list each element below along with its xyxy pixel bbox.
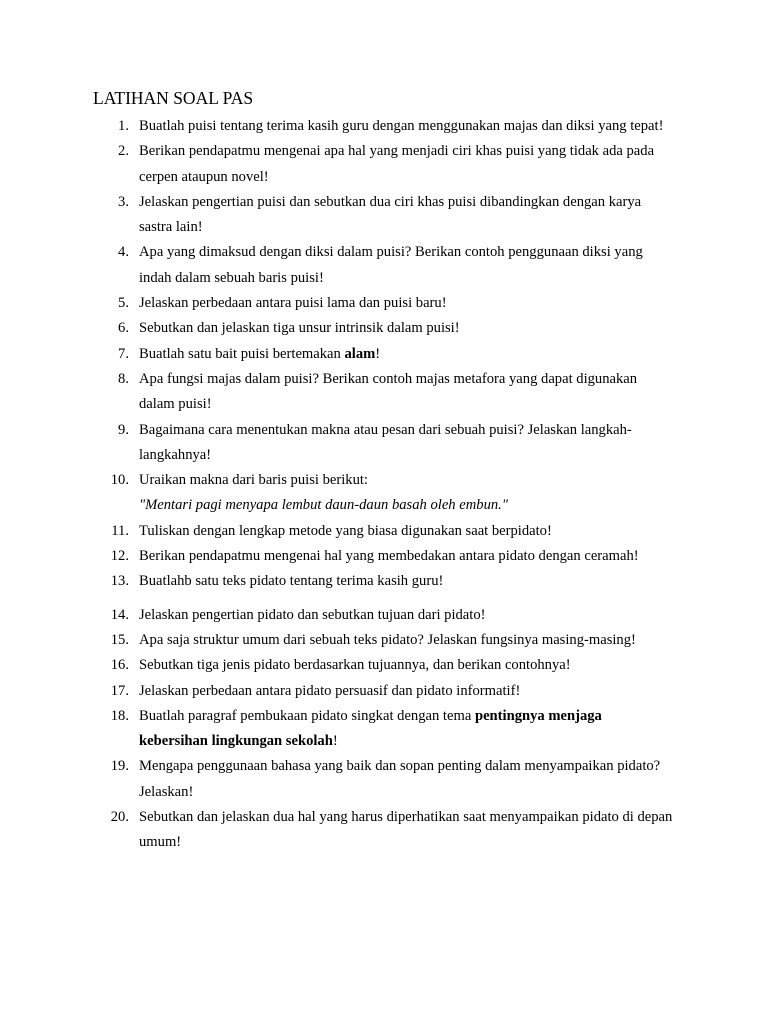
question-text-main: Apa saja struktur umum dari sebuah teks pidato? Jelaskan fungsinya masing-masing!	[139, 631, 636, 648]
question-number: 18.	[110, 707, 129, 724]
question-number: 3.	[118, 193, 129, 210]
question-item	[0, 519, 768, 544]
question-item	[0, 628, 768, 653]
question-number: 7.	[118, 345, 129, 362]
question-text-main: Buatlah paragraf pembukaan pidato singkat dengan tema	[139, 707, 475, 724]
question-item	[0, 114, 768, 139]
question-item	[0, 569, 768, 594]
question-text	[139, 653, 674, 678]
question-text-main: Berikan pendapatmu mengenai hal yang membedakan antara pidato dengan ceramah!	[139, 548, 639, 565]
question-number: 17.	[110, 682, 129, 699]
question-text	[139, 704, 674, 755]
question-number: 4.	[118, 244, 129, 261]
question-text	[139, 544, 674, 569]
question-text-main: Sebutkan tiga jenis pidato berdasarkan tujuannya, dan berikan contohnya!	[139, 657, 571, 674]
question-number: 12.	[110, 548, 129, 565]
question-text	[139, 468, 674, 519]
question-text-main: Buatlah satu bait puisi bertemakan	[139, 345, 345, 362]
question-item	[0, 754, 768, 805]
question-text-main: Uraikan makna dari baris puisi berikut:	[139, 472, 368, 489]
question-emphasis: alam	[344, 345, 376, 362]
question-text	[139, 139, 674, 190]
question-item	[0, 316, 768, 341]
question-text	[139, 805, 674, 856]
question-item	[0, 704, 768, 755]
question-text-main: Berikan pendapatmu mengenai apa hal yang menjadi ciri khas puisi yang tidak ada pada cerpen ataupun novel!	[139, 143, 655, 185]
question-list	[0, 114, 768, 856]
question-number: 20.	[110, 809, 129, 826]
question-text	[139, 754, 674, 805]
question-item	[0, 653, 768, 678]
question-text-end: !	[375, 345, 381, 362]
question-text	[139, 519, 674, 544]
question-number: 5.	[118, 295, 129, 312]
question-text	[139, 316, 674, 341]
question-item	[0, 805, 768, 856]
question-item	[0, 190, 768, 241]
question-text-main: Sebutkan dan jelaskan tiga unsur intrinsik dalam puisi!	[139, 320, 460, 337]
question-item	[0, 139, 768, 190]
question-text	[139, 679, 674, 704]
question-text-main: Sebutkan dan jelaskan dua hal yang harus diperhatikan saat menyampaikan pidato di depan umum!	[139, 809, 673, 851]
question-text-main: Jelaskan perbedaan antara pidato persuasif dan pidato informatif!	[139, 682, 521, 699]
question-text	[139, 240, 674, 291]
question-emphasis: pentingnya menjaga kebersihan lingkungan sekolah	[139, 707, 602, 750]
question-text	[139, 291, 674, 316]
question-item	[0, 342, 768, 367]
question-text-main: Buatlah puisi tentang terima kasih guru dengan menggunakan majas dan diksi yang tepat!	[139, 118, 664, 134]
question-number: 10.	[110, 472, 129, 489]
question-text-main: Mengapa penggunaan bahasa yang baik dan sopan penting dalam menyampaikan pidato? Jelaskan!	[139, 758, 661, 800]
question-number: 1.	[118, 118, 129, 134]
question-text	[139, 114, 674, 139]
question-item	[0, 291, 768, 316]
question-text-main: Tuliskan dengan lengkap metode yang biasa digunakan saat berpidato!	[139, 522, 552, 539]
question-number: 15.	[110, 631, 129, 648]
page-title: LATIHAN SOAL PAS	[93, 88, 254, 108]
question-item	[0, 679, 768, 704]
question-text-main: Jelaskan perbedaan antara puisi lama dan puisi baru!	[139, 295, 447, 312]
question-text-main: Jelaskan pengertian puisi dan sebutkan dua ciri khas puisi dibandingkan dengan karya sastra lain!	[139, 193, 642, 236]
question-item	[0, 468, 768, 519]
question-item	[0, 367, 768, 418]
question-text-end: !	[332, 733, 338, 750]
question-text	[139, 190, 674, 241]
question-item	[0, 418, 768, 469]
question-text	[139, 367, 674, 418]
question-item	[0, 603, 768, 628]
question-item	[0, 544, 768, 569]
question-text	[139, 418, 674, 469]
question-text-main: Buatlahb satu teks pidato tentang terima kasih guru!	[139, 573, 444, 590]
question-number: 8.	[118, 370, 129, 387]
question-number: 14.	[110, 606, 129, 623]
question-text-main: Jelaskan pengertian pidato dan sebutkan tujuan dari pidato!	[139, 606, 486, 623]
question-number: 9.	[118, 421, 129, 438]
question-number: 13.	[110, 573, 129, 590]
question-text-main: Apa fungsi majas dalam puisi? Berikan contoh majas metafora yang dapat digunakan dalam puisi!	[139, 370, 638, 413]
question-number: 2.	[118, 143, 129, 160]
question-text	[139, 603, 674, 628]
question-text	[139, 569, 674, 594]
question-text-main: Bagaimana cara menentukan makna atau pesan dari sebuah puisi? Jelaskan langkah-langkahnya!	[139, 421, 632, 463]
question-text	[139, 628, 674, 653]
question-number: 11.	[111, 522, 129, 539]
question-number: 6.	[118, 320, 129, 337]
quoted-verse: "Mentari pagi menyapa lembut daun-daun basah oleh embun."	[139, 497, 508, 514]
question-item	[0, 240, 768, 291]
question-text-main: Apa yang dimaksud dengan diksi dalam puisi? Berikan contoh penggunaan diksi yang indah dalam sebuah baris puisi!	[139, 244, 643, 286]
question-text	[139, 342, 674, 367]
question-number: 19.	[110, 758, 129, 775]
question-number: 16.	[110, 657, 129, 674]
